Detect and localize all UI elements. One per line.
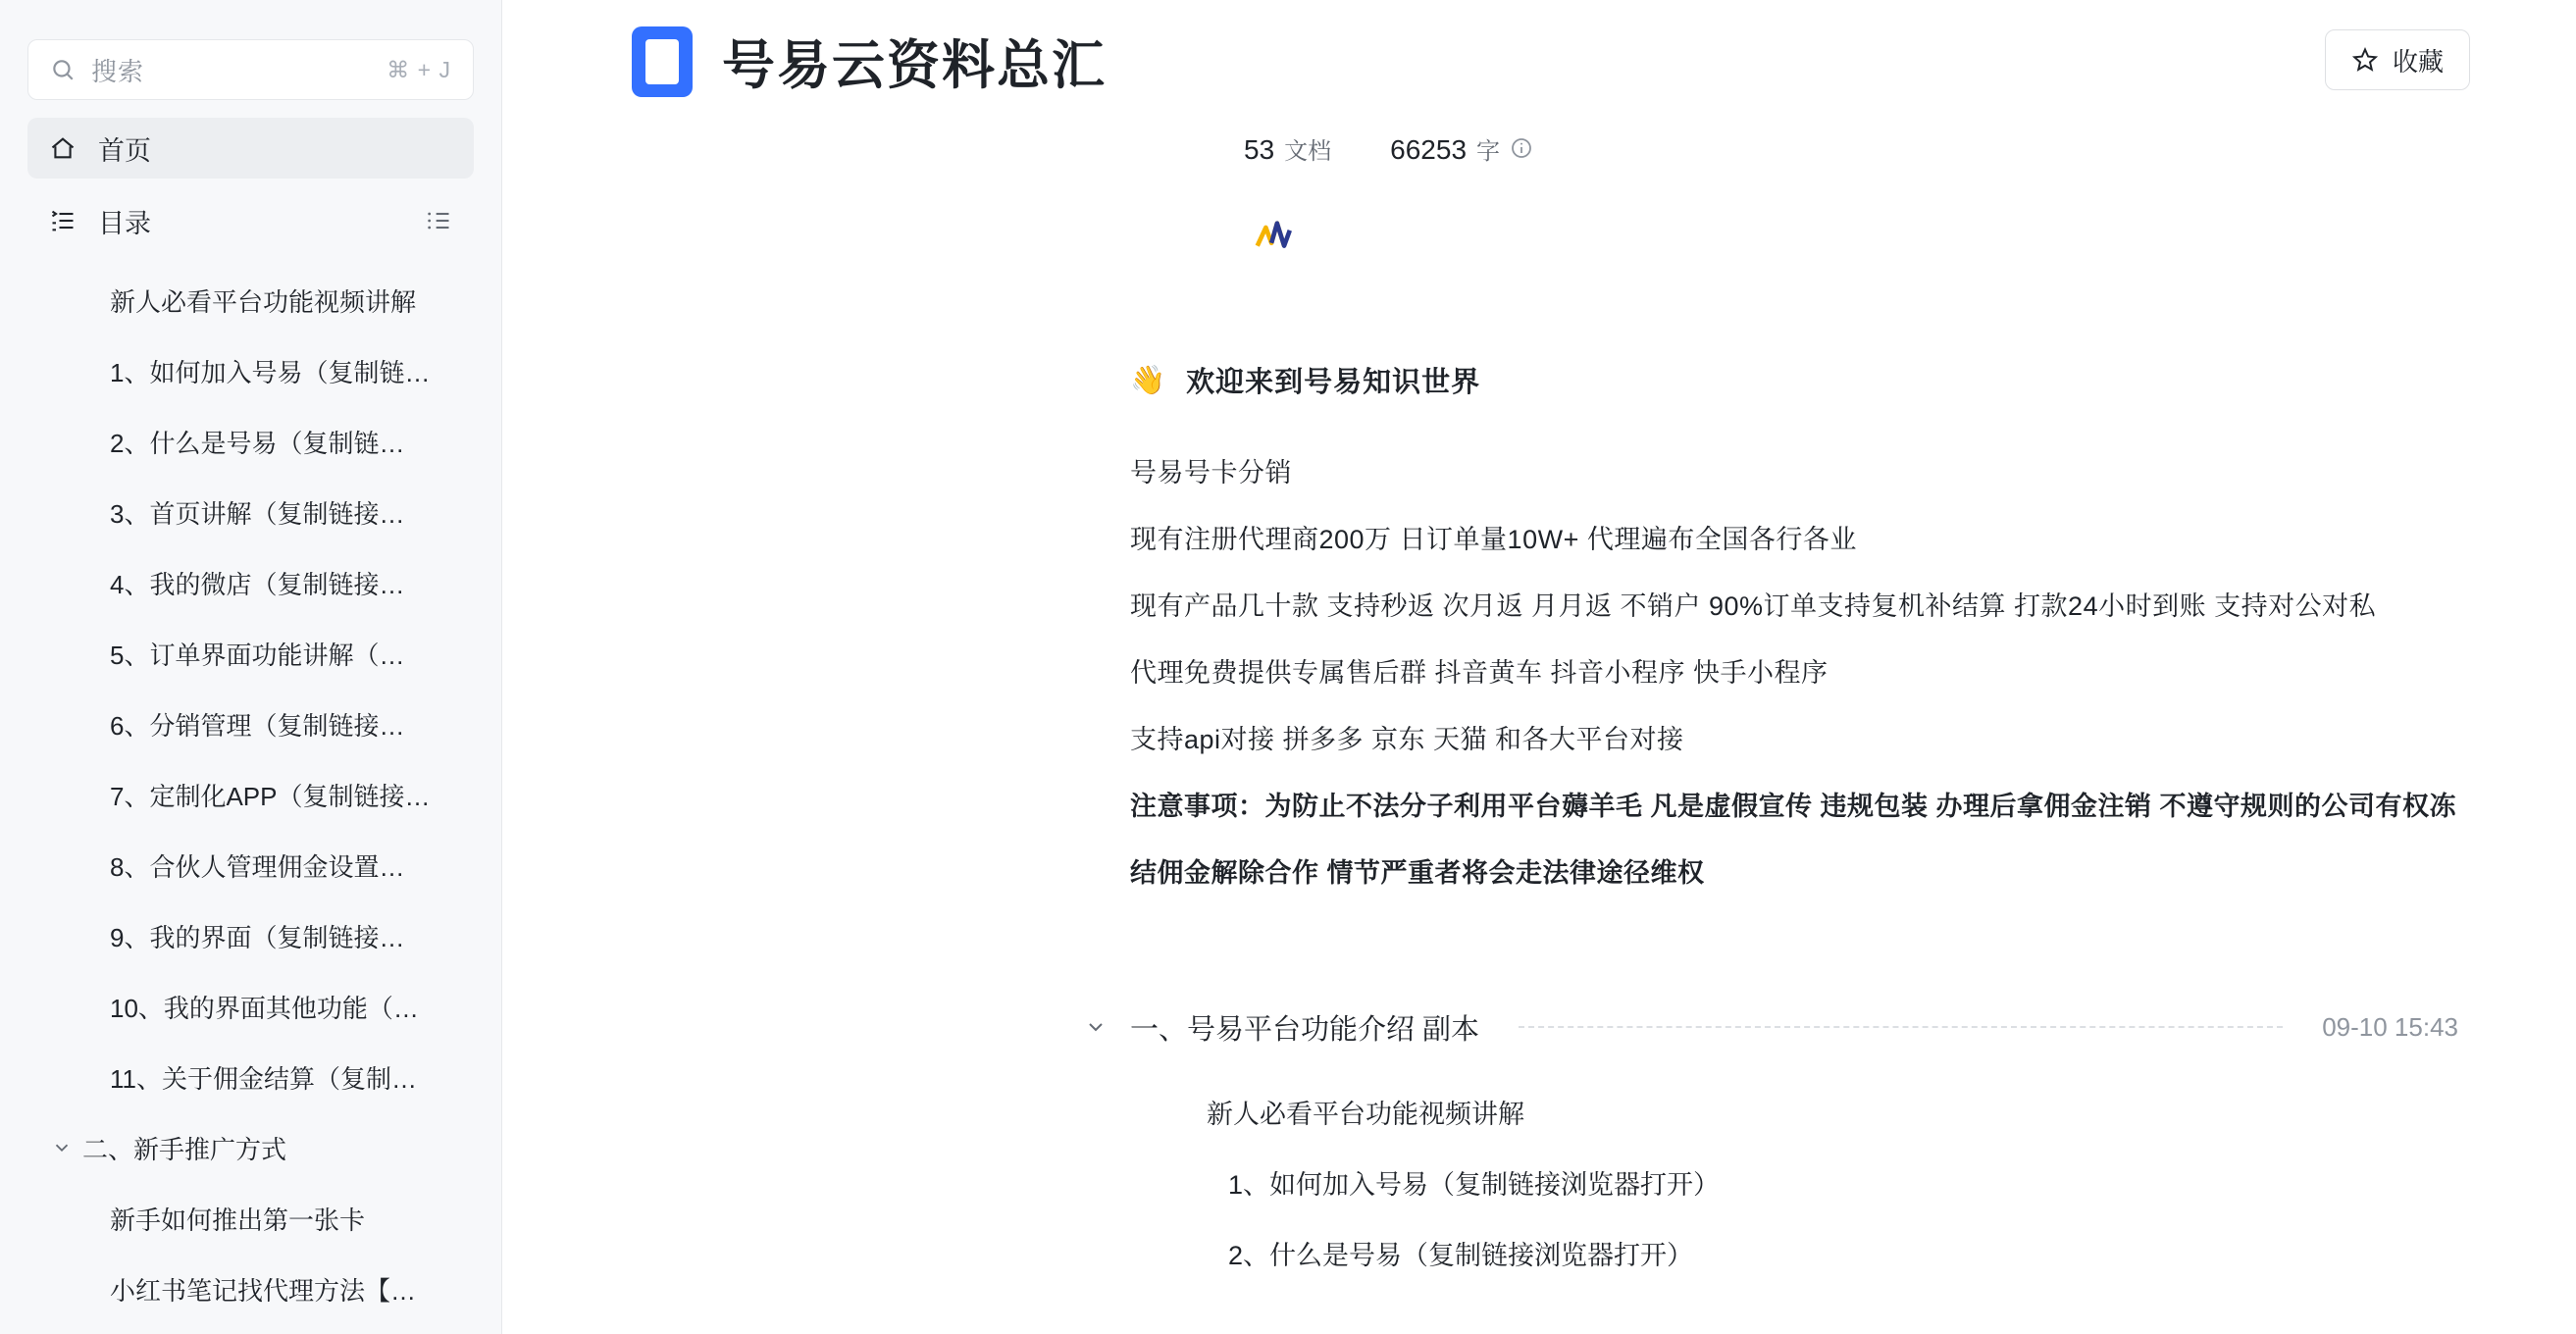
- paragraph: 现有注册代理商200万 日订单量10W+ 代理遍布全国各行各业: [1130, 525, 1857, 554]
- tree-item-label: 3、首页讲解（复制链接…: [110, 498, 405, 529]
- paragraph: 号易号卡分销: [1130, 458, 1292, 487]
- tree-item-label: 7、定制化APP（复制链接…: [110, 781, 431, 811]
- tree-item[interactable]: [0, 618, 501, 689]
- sidebar-item-home-label: 首页: [98, 135, 151, 166]
- tree-item-label: 新人必看平台功能视频讲解: [110, 286, 417, 317]
- search-shortcut: ⌘ + J: [386, 56, 451, 82]
- sidebar-item-catalog-label: 目录: [98, 208, 151, 238]
- tree-item-label: 新手如何推出第一张卡: [110, 1205, 366, 1235]
- list-collapse-icon[interactable]: [425, 207, 452, 234]
- tree-item-label: 11、关于佣金结算（复制…: [110, 1063, 417, 1094]
- tree-item[interactable]: [0, 759, 501, 830]
- paragraph: 支持api对接 拼多多 京东 天猫 和各大平台对接: [1130, 725, 1684, 754]
- tree-item[interactable]: [0, 971, 501, 1042]
- stat-documents-unit: 文档: [1284, 137, 1332, 165]
- tree-item-label: 5、订单界面功能讲解（…: [110, 640, 405, 670]
- title-row: [502, 24, 2576, 99]
- info-icon[interactable]: [1510, 136, 1533, 160]
- sidebar: [0, 0, 502, 1334]
- tree-item[interactable]: [0, 1112, 501, 1183]
- tree-item[interactable]: [0, 335, 501, 406]
- tree-item-label: 6、分销管理（复制链接…: [110, 710, 405, 741]
- welcome-heading-text: 欢迎来到号易知识世界: [1186, 367, 1481, 398]
- stat-words-value: 66253: [1390, 133, 1468, 165]
- section-title[interactable]: 一、号易平台功能介绍 副本: [1130, 1013, 1480, 1046]
- tree-item-label: 4、我的微店（复制链接…: [110, 569, 405, 599]
- stat-words: [1390, 131, 1533, 166]
- tree-item[interactable]: [0, 830, 501, 900]
- tree-item-label: 2、什么是号易（复制链…: [110, 428, 405, 458]
- tree-item-label: 9、我的界面（复制链接…: [110, 922, 405, 952]
- document-header: [502, 0, 2576, 260]
- tree-item[interactable]: [0, 689, 501, 759]
- search-input[interactable]: [27, 39, 474, 100]
- document-body: [502, 360, 2576, 906]
- sidebar-item-catalog[interactable]: [27, 190, 474, 251]
- notice-paragraph: 注意事项：为防止不法分子利用平台薅羊毛 凡是虚假宣传 违规包装 办理后拿佣金注销 不遵守规则的公司有权冻结佣金解除合作 情节严重者将会走法律途径维权: [1130, 792, 2457, 888]
- document-icon-page: [645, 39, 679, 84]
- stat-documents-value: 53: [1244, 133, 1275, 165]
- search-placeholder: 搜索: [91, 56, 145, 86]
- stat-words-unit: 字: [1476, 137, 1501, 165]
- list-item[interactable]: 新人必看平台功能视频讲解: [1207, 1100, 1524, 1129]
- tree-item-label: 小红书笔记找代理方法【…: [110, 1275, 417, 1306]
- star-icon: [2351, 46, 2379, 74]
- welcome-heading: [1130, 360, 2458, 400]
- sidebar-item-home[interactable]: [27, 118, 474, 179]
- tree-item-label: 二、新手推广方式: [82, 1134, 287, 1164]
- section-date: 09-10 15:43: [2322, 1011, 2458, 1042]
- paragraph: 现有产品几十款 支持秒返 次月返 月月返 不销户 90%订单支持复机补结算 打款24小时到账 支持对公对私: [1130, 591, 2377, 621]
- chevron-down-icon[interactable]: [1083, 1014, 1108, 1040]
- tree-item[interactable]: [0, 1042, 501, 1112]
- catalog-icon: [49, 207, 77, 234]
- chevron-down-icon[interactable]: [49, 1135, 75, 1160]
- document-section: [502, 1000, 2576, 1291]
- tree-item[interactable]: [0, 1254, 501, 1324]
- search-icon: [50, 57, 76, 82]
- brand-logo: [502, 215, 2576, 260]
- tree-item[interactable]: [0, 406, 501, 477]
- stat-documents: [1244, 131, 1331, 166]
- tree-item[interactable]: [0, 477, 501, 547]
- section-header: [1130, 1000, 2458, 1053]
- tree-item[interactable]: [0, 1183, 501, 1254]
- favorite-button[interactable]: [2325, 29, 2470, 90]
- tree-item[interactable]: [0, 265, 501, 335]
- tree-item[interactable]: [0, 900, 501, 971]
- list-item[interactable]: 2、什么是号易（复制链接浏览器打开）: [1228, 1241, 1694, 1270]
- document-icon: [632, 26, 693, 97]
- sidebar-tree: [0, 265, 501, 1324]
- document-stats: [502, 128, 2576, 168]
- home-icon: [49, 134, 77, 162]
- divider: [1519, 1026, 2283, 1028]
- tree-item-label: 8、合伙人管理佣金设置…: [110, 851, 405, 882]
- wave-emoji-icon: 👋: [1130, 364, 1167, 396]
- paragraph: 代理免费提供专属售后群 抖音黄车 抖音小程序 快手小程序: [1130, 658, 1829, 688]
- list-item[interactable]: 1、如何加入号易（复制链接浏览器打开）: [1228, 1170, 1721, 1200]
- favorite-label: 收藏: [2392, 46, 2444, 77]
- section-items: [1130, 1079, 2458, 1291]
- page-title: 号易云资料总汇: [722, 36, 1107, 95]
- tree-item[interactable]: [0, 547, 501, 618]
- tree-item-label: 1、如何加入号易（复制链…: [110, 357, 431, 387]
- tree-item-label: 10、我的界面其他功能（…: [110, 993, 419, 1023]
- document-main: [502, 0, 2576, 1334]
- wave-logo-icon: [1252, 215, 1297, 260]
